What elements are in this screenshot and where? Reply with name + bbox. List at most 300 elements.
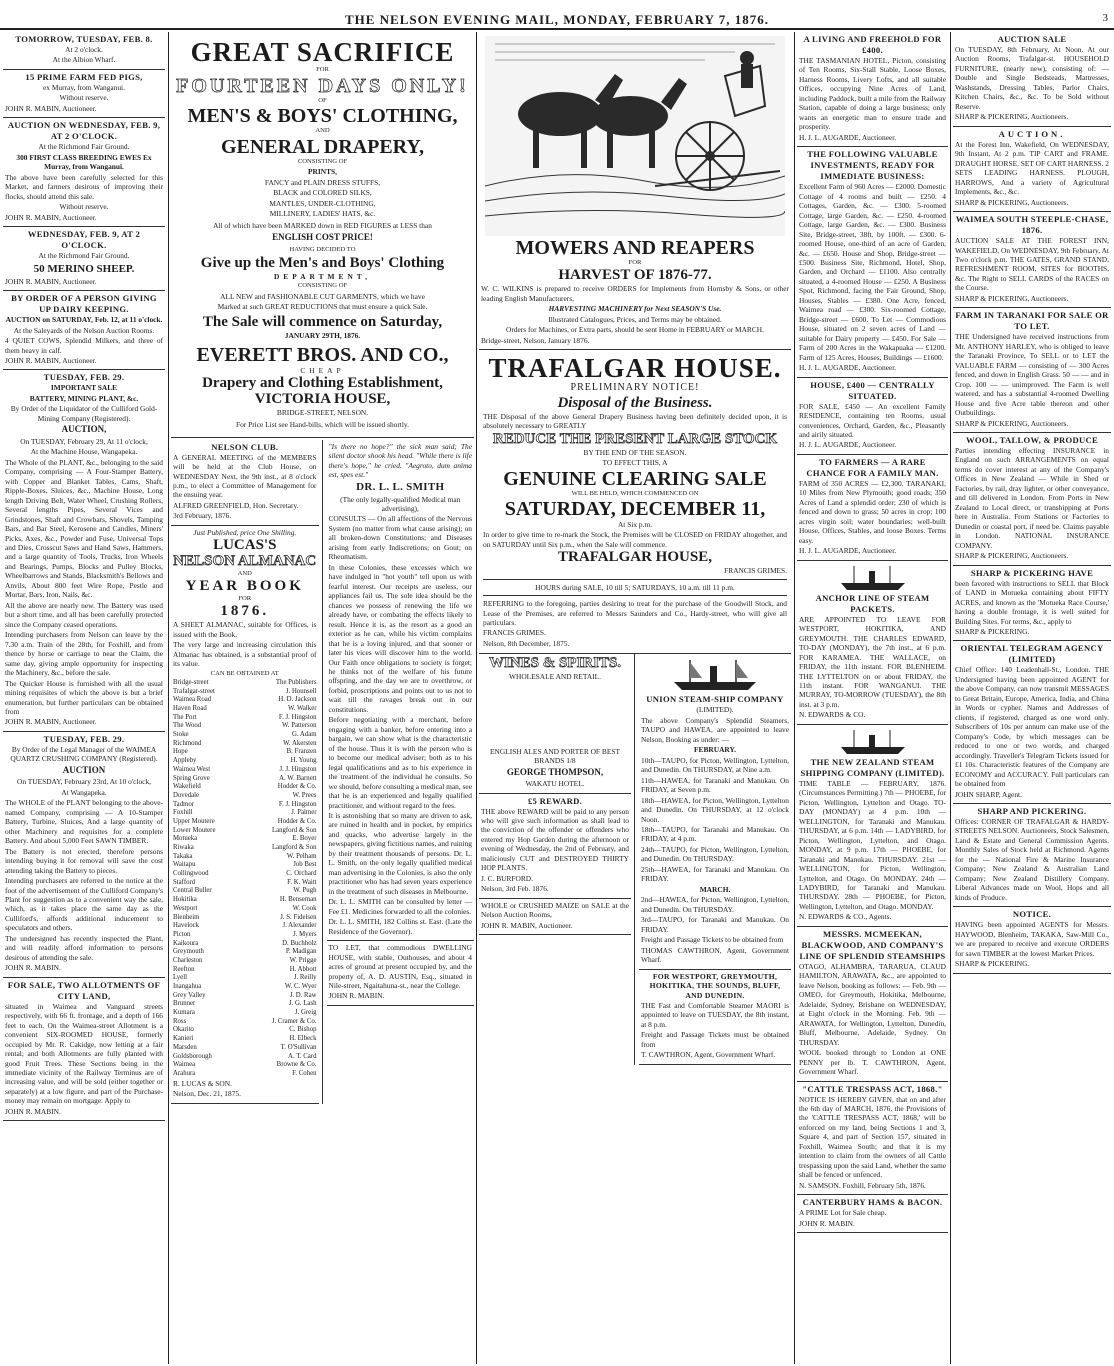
agent-name: W. C. Wyer (284, 983, 317, 991)
ad-line: THE Undersigned have received instructions from Mr. ANTHONY HARLEY, who is obliged to leave the Taranaki Province, To SELL or to LET the VALUABLE FARM — consisting of — 300 Acres fenced, and down in English Grass. 50 — — and in Crop. 100 — — unimproved. The Farm is well watered, and has a substantial 4-roomed Dwelling House and five Acre table thereon and other Outbuildings. (955, 332, 1109, 418)
agent-place: Reefton (173, 965, 195, 973)
sailing-entry: 25th—HAWEA, for Taranaki and Manukau. On FRIDAY. (641, 864, 789, 884)
ad-signature: Dr. L. L. SMITH, 182 Collins st. East. (Late the Residence of the Governor). (328, 917, 472, 936)
ad-signature: JOHN R. MABIN. (328, 991, 385, 1001)
ad-line: Marked at such GREAT REDUCTIONS that must ensure a quick Sale. (217, 301, 428, 311)
ad-signature: JOHN R. MABIN, Auctioneer. (5, 717, 97, 727)
agent-name: J. Greig (294, 1009, 317, 1017)
nelson-club-ad (171, 440, 319, 526)
agent-name: E. Boyer (292, 835, 317, 843)
ad-signature: JOHN R. MABIN, Auctioneer. (5, 212, 97, 222)
ad-heading: WEDNESDAY, FEB. 9, AT 2 O'CLOCK. (27, 229, 141, 251)
ad-line: WHOLESALE AND RETAIL. (509, 672, 601, 682)
column-3-lower-left (479, 654, 635, 1064)
ad-line: NOTICE IS HEREBY GIVEN, that on and after the 6th day of MARCH, 1876, the Provisions of the 'CATTLE TRESPASS ACT, 1868,' will be enforced on my land, being Sections 1 and 3, Square 4, and part of Section 157, situated in Foxhill, Waimea South; and that it is my intention to claim from the owners of all Cattle trespassing upon the said Land, whether the same shall be fenced or unfenced. (799, 1094, 946, 1180)
agent-row (173, 1018, 317, 1027)
union-steamship-ad (639, 654, 791, 969)
agent-place: Riwaka (173, 844, 194, 852)
ad-line: Illustrated Catalogues, Prices, and Terms may be obtained. (548, 314, 722, 324)
ad-line: The above have been carefully selected for this Market, and farmers desirous of improving their flocks, should attend this sale. (5, 172, 163, 201)
ad-line: FANCY and PLAIN DRESS STUFFS, (264, 177, 381, 187)
ad-line: TO LET, that commodious DWELLING HOUSE, with stable, Outhouses, and about 4 acres of ground at present occupied by, and the property of, A. D. AUSTIN, Esq., situated in Nile-street, Ngaitahuna-st., near the College. (328, 943, 472, 990)
column-1 (3, 32, 165, 1364)
ad-line: On TUESDAY, 8th February, At Noon. At our Auction Rooms, Trafalgar-st. HOUSEHOLD FURNITURE, (nearly new), consisting of: — Double and Single Bedsteads, Mattresses, Washstands, Dressing Tables, Parlor Chairs, Kitchen Chairs, &c., &c. To be Sold without Reserve. (955, 45, 1109, 111)
ad-line: Nelson, Dec. 21, 1875. (173, 1089, 241, 1099)
ad-heading: BY ORDER OF A PERSON GIVING UP DAIRY KEEPING. (11, 293, 157, 315)
classified-ad (953, 212, 1111, 308)
ad-heading: AUCTION SALE (997, 34, 1067, 44)
almanac-ad (171, 526, 319, 1104)
ad-signature: ALFRED GREENFIELD, Hon. Secretary. (173, 500, 299, 510)
ad-line: It is astonishing that so many are driven to ask, are ruined in health and in pocket, by empirics and quacks, who advertise largely in the newspapers, giving fictitious names, and ruining by their treatment thousands of persons. Dr. L. L. Smith, on the only legally qualified medical man advertising in the Colonies, is also the only practitioner who has had seven years experience in the treatment of such diseases in Melbourne. (328, 811, 472, 896)
ad-line: CAN BE OBTAINED AT (210, 669, 279, 677)
agent-row (173, 783, 317, 792)
divider (483, 579, 787, 580)
ad-line: AUCTION, (61, 424, 107, 435)
agent-name: A. W. Barnett (279, 774, 317, 782)
ad-heading: TUESDAY, FEB. 29. (43, 372, 125, 383)
agent-name: J. D. Raw (289, 991, 317, 999)
agent-row (173, 896, 317, 905)
ad-line: ALL NEW and FASHIONABLE CUT GARMENTS, which we have (220, 291, 425, 301)
maori-steamer-ad (639, 970, 791, 1065)
ad-signature: R. LUCAS & SON. (173, 1078, 232, 1088)
column-rule (168, 32, 169, 1364)
agent-row (173, 844, 317, 853)
everett-bros-ad (171, 32, 474, 438)
ad-signature: JOHN R. MABIN, Auctioneer. (5, 276, 97, 286)
agent-place: Hokitika (173, 896, 197, 904)
agent-place: Motueka (173, 835, 198, 843)
ad-line: PRINTS, (308, 167, 337, 177)
agent-place: Grey Valley (173, 991, 206, 999)
ad-line: OTAGO, ALHAMBRA, TARARUA, CLAUD HAMILTON, ARAWATA, &c., are appointed to leave Nelson, booking as follows: — Feb. 9th — OMEO, for Greymouth, Hokitika, Melbourne, Adelaide, Sydney, Brisbane on WEDNESDAY, at Eight o'clock in the Morning. Feb. 9th — ARAWATA, for Wellington, Lyttelton, Dunedin, Bluff, Melbourne, Adelaide, Sydney. On THURSDAY. (799, 961, 946, 1047)
headline: VICTORIA HOUSE, (254, 390, 391, 407)
ad-heading: FOR WESTPORT, GREYMOUTH, HOKITIKA, THE SOUNDS, BLUFF, AND DUNEDIN. (649, 971, 781, 1001)
ad-line: AUCTION on SATURDAY, Feb. 12, at 11 o'clock. (5, 315, 163, 325)
agent-name: J. Alexander (282, 922, 317, 930)
ad-signature: H. J. L. AUGARDE, Auctioneer. (799, 546, 897, 556)
agent-row (173, 835, 317, 844)
ad-line: CHEAP (300, 365, 345, 375)
sailing-entry: 18th—HAWEA, for Picton, Wellington, Lyttelton and Dunedin. On THURSDAY, at 12 o'clock Noon. (641, 795, 789, 824)
headline: MEN'S & BOYS' CLOTHING, (187, 105, 458, 128)
agent-row (173, 801, 317, 810)
doctor-ad (327, 440, 475, 942)
ad-signature: H. J. L. AUGARDE, Auctioneer. (799, 440, 897, 450)
ad-signature: JOHN R. MABIN. (5, 1106, 61, 1116)
ad-line: 300 FIRST CLASS BREEDING EWES Ex Murray, from Wanganui. (16, 152, 152, 172)
ad-line: Orders for Machines, or Extra parts, should be sent Home in FEBRUARY or MARCH. (506, 325, 764, 335)
ad-signature: H. J. L. AUGARDE, Auctioneer. (799, 363, 897, 373)
column-3-lower-right (639, 654, 791, 1064)
ad-heading: TUESDAY, FEB. 29. (43, 733, 125, 744)
ad-line: situated in Waimea and Vanguard streets respectively, with 66 ft. frontage, and a depth of 166 feet to each. On the Waimea-street Allotment is a convenient SIX-ROOMED HOUSE, formerly occupied by Mr. R. Cakidge, now letting at a fair rental; and both Allotments are fully planted with good Fruit Trees. These Sections being in the immediate vicinity of the Railway Terminus are of increasing value, and will be sold (either together or separately) at a low figure, and part of the Purchase-money may remain on mortgage. Apply to (5, 1001, 163, 1106)
ad-line: For Price List see Hand-bills, which will be issued shortly. (236, 420, 409, 430)
ad-line: BRIDGE-STREET, NELSON. (276, 407, 369, 417)
agent-row (173, 809, 317, 818)
ad-line: WAKATU HOTEL. (525, 779, 585, 789)
ad-heading: WOOL, TALLOW, & PRODUCE (965, 435, 1099, 445)
ad-line: BATTERY, MINING PLANT, &c. (29, 393, 139, 403)
ad-line: GEORGE THOMPSON, (506, 766, 604, 777)
ad-line: ENGLISH ALES AND PORTER OF BEST BRANDS 1/8 (490, 746, 620, 766)
ad-line: DEPARTMENT, (273, 271, 372, 281)
agent-row (173, 1026, 317, 1035)
agent-name: Langford & Son (271, 826, 317, 834)
classified-ad (797, 32, 948, 147)
classified-ad (953, 804, 1111, 907)
steamship-icon (838, 729, 908, 755)
ad-signature: JOHN R. MABIN, Auctioneer. (5, 355, 97, 365)
headline: EVERETT BROS. AND CO., (196, 343, 449, 366)
agent-row (173, 870, 317, 879)
ad-signature: N. EDWARDS & CO. (799, 710, 866, 720)
agent-row (173, 974, 317, 983)
ad-signature: WOOL booked through to London at ONE PENNY per lb. T. CAWTHRON, Agent, Government Wharf. (799, 1048, 946, 1077)
ad-signature: SHARP & PICKERING. (955, 626, 1030, 636)
wines-ad (479, 654, 631, 793)
agent-place: Central Buller (173, 887, 212, 895)
ad-line: AUCTION SALE AT THE FOREST INN, WAKEFIELD, On WEDNESDAY, 9th February, At Two o'clock p.m. THE GATES, GRAND STAND, REFRESHMENT ROOM, SITES for BOOTHS, &c. The Right to SELL CARDS of the RACES on the Course. (955, 236, 1109, 293)
agent-row (173, 714, 317, 723)
mowers-ad (479, 32, 791, 350)
agent-place: Marsden (173, 1043, 197, 1051)
ad-heading: THE NEW ZEALAND STEAM SHIPPING COMPANY (LIMITED). (800, 756, 945, 778)
agent-place: Dovedale (173, 791, 200, 799)
classified-ad (3, 732, 165, 978)
headline: TRAFALGAR HOUSE. (488, 353, 782, 383)
ad-line: MARCH. (699, 884, 731, 894)
agent-row (173, 748, 317, 757)
agent-row (173, 1070, 317, 1079)
ad-heading: TOMORROW, TUESDAY, FEB. 8. (15, 34, 153, 44)
ad-line: ex Murray, from Wanganui. (43, 82, 125, 92)
agent-name: W. Prees (292, 791, 317, 799)
agent-row (173, 775, 317, 784)
ad-heading: HOUSE, £400 — CENTRALLY SITUATED. (810, 379, 935, 401)
ad-line: MILLINERY, LADIES' HATS, &c. (269, 208, 376, 218)
agent-name: J. Hounsell (285, 687, 317, 695)
headline: SATURDAY, DECEMBER 11, (504, 497, 766, 520)
ad-line: "Is there no hope?" the sick man said; The silent doctor shook his head. "While there is life there's hope," he cried. "Aegroto, dum anima est, spes est." (328, 441, 472, 479)
sailing-entry: 2nd—HAWEA, for Picton, Wellington, Lyttelton, and Dunedin. On THURSDAY. (641, 895, 789, 914)
agent-place: Bridge-street (173, 678, 209, 686)
ad-line: FOR (238, 595, 252, 603)
agent-row (173, 931, 317, 940)
ad-heading: MESSRS. MCMEEKAN, BLACKWOOD, AND COMPANY'S LINE OF SPLENDID STEAMSHIPS (799, 928, 946, 961)
agent-place: Westport (173, 904, 198, 912)
agent-place: Havelock (173, 922, 200, 930)
ad-line: IMPORTANT SALE (50, 383, 118, 393)
ad-line: Just Published, price One Shilling. (193, 527, 297, 537)
ad-heading: FOR SALE, TWO ALLOTMENTS OF CITY LAND, (7, 979, 161, 1001)
ad-line: At 2 o'clock. (65, 45, 103, 54)
ad-line: Excellent Farm of 960 Acres — £2000. Domestic Cottage of 4 rooms and built — £250. 4 Cottages, Garden, &c. — £300. 5-roomed Cottage, large Garden, &c. — £250. 4-roomed Cottage, large Garden, &c. — £300. Business Site, Bridge-street, 38ft. by 100ft. — £300. 6-roomed House, one-third of an acre of Garden, &c. — £650. House and Shop, Bridge-street — £500. Business Site, Richmond, Hotel, Shop, Garden, and Orchard — £1100. Also centrally situated, a 4-roomed House — £250. A Business Spot, Richmond, facing the Fair Ground, Shop, Houses, Stables — £380. One Acre, fenced, Waimea road — £300. Six-roomed Cottage, Bridge-street — £600. To Let — Commodious House, situated on 2 seven acres of Land — suitable for Dairy property — £450. For Sale — Farm of 200 Acres in the Wakapuaka — £1200. Farm of 125 Acres, Houses, Buildings — £1600. (799, 182, 946, 362)
agent-row (173, 922, 317, 931)
ad-line: In these Colonies, these excesses which we have indulged in "hot youth" tell upon us with fearful interest. Our receipts are useless, our appliances fail us. The sole idea should be the chances we possess of renewing the life we already have, or combating the effects likely to result. Hence it is, as the resort as a good an exterior as he can, while his victim complains that he is a loving injured, and that sooner or later his vices will discover him to the world. Our Faith once obligations to society is forget; he thinks not of the welfare of his future offspring, and the day we are to overthrow, or forbid, proscriptions and points out to us not to wait till the ravages break out in our constitutions. (328, 562, 472, 714)
ad-line: AUCTION (62, 764, 106, 775)
headline: YEAR BOOK (185, 578, 304, 595)
column-2-lower-right (327, 440, 475, 1104)
ad-line: (LIMITED). (696, 705, 734, 715)
agent-place: Waimea Road (173, 696, 212, 704)
ad-line: Before negotiating with a merchant, before engaging with a banker, before entering into a bargain, we can show what is the characteristic of the house. Thus it is with the person who is to become our medical adviser; both as to his legal qualifications and as to his experience in the treatment of the individual he consults. So we should, before consulting a medical man, see that he is an experienced and legally qualified practitioner, and without regard to the fees. (328, 715, 472, 810)
headline: Give up the Men's and Boys' Clothing (200, 254, 445, 271)
agent-name: C. Bishop (289, 1026, 317, 1034)
agent-name: Hodder & Co. (277, 783, 317, 791)
ad-line: The Quicker House is furnished with all the usual mining requisites of which the above is but a brief enumeration, but further particulars can be obtained from (5, 678, 163, 716)
agent-name: F. Cohen (292, 1069, 317, 1077)
ad-heading: CANTERBURY HAMS & BACON. (802, 1197, 943, 1208)
ad-line: BY THE END OF THE SEASON. (583, 447, 687, 457)
nz-steam-shipping-ad (797, 725, 948, 927)
agent-row (173, 818, 317, 827)
ad-heading: "CATTLE TRESPASS ACT, 1868." (802, 1083, 943, 1094)
agent-name: W. Akersten (283, 739, 317, 747)
ad-line: FRANCIS GRIMES. (724, 566, 787, 576)
ad-line: At the Richmond Fair Ground. (38, 251, 130, 261)
ad-heading: SHARP & PICKERING HAVE (970, 567, 1094, 578)
headline: The Sale will commence on Saturday, (202, 314, 443, 331)
ad-heading: 15 PRIME FARM FED PIGS, (25, 71, 143, 82)
agent-name: J. Palmer (291, 809, 317, 817)
agent-place: Hope (173, 748, 188, 756)
agent-name: H. Abbott (289, 965, 317, 973)
classified-ad (953, 308, 1111, 433)
ad-line: AND (237, 569, 252, 577)
headline: Disposal of the Business. (557, 395, 713, 412)
ad-line: WILL BE HELD, WHICH COMMENCED ON (571, 489, 699, 497)
spacer (481, 683, 629, 747)
ad-line: 4 QUIET COWS, Splendid Milkers, and three of them heavy in calf. (5, 336, 163, 355)
agent-place: Kaikoura (173, 939, 199, 947)
agent-row (173, 983, 317, 992)
sailing-list (641, 756, 789, 884)
agent-place: Picton (173, 930, 191, 938)
agent-place: Greymouth (173, 948, 204, 956)
agent-place: Tadmor (173, 800, 195, 808)
headline: Drapery and Clothing Establishment, (202, 375, 443, 392)
agent-row (173, 948, 317, 957)
agent-name: W. Pelham (286, 852, 317, 860)
agent-place: Upper Moutere (173, 817, 215, 825)
ad-line: HAVING been appointed AGENTS for Messrs. HAYWOOD, Blenheim, TAKAKA, Saw-Mill Co., we are prepared to receive and execute ORDERS for sawn TIMBER at the lowest Market Prices. (955, 920, 1109, 958)
ad-signature: JOHN R. MABIN, Auctioneer. (481, 920, 573, 930)
agent-name: W. Patterson (282, 722, 317, 730)
maize-ad (479, 899, 631, 935)
ad-line: (The only legally-qualified Medical man advertising), (340, 494, 461, 513)
ad-line: TO EFFECT THIS, A (602, 458, 668, 468)
headline: 1876. (220, 603, 270, 620)
classified-ad (3, 32, 165, 70)
agent-row (173, 757, 317, 766)
ad-signature: SHARP & PICKERING, Auctioneers. (955, 197, 1069, 207)
agent-name: W. Walker (287, 705, 317, 713)
ad-heading: SHARP AND PICKERING. (977, 806, 1087, 816)
ad-line: The above Company's Splendid Steamers, TAUPO and HAWEA, are appointed to leave Nelson, Booking as under: — (641, 715, 789, 744)
agent-row (173, 853, 317, 862)
steamship-icon (670, 658, 760, 692)
ad-line: BLACK and COLORED SILKS, (273, 188, 372, 198)
column-rule (950, 32, 951, 1364)
ad-line: JANUARY 29TH, 1876. (284, 331, 361, 341)
column-rule (794, 32, 795, 1364)
column-3 (479, 32, 791, 1364)
ad-line: THE Fast and Comfortable Steamer MAORI is appointed to leave on TUESDAY, the 8th instant, at 8 p.m. (641, 1000, 789, 1029)
agent-place: Kumara (173, 1009, 195, 1017)
agent-row (173, 879, 317, 888)
sailing-list (641, 895, 789, 934)
agent-row (173, 914, 317, 923)
ad-line: A PRIME Lot for Sale cheap. (799, 1208, 887, 1218)
agent-name: B. Franzen (286, 748, 317, 756)
column-3-lower (479, 654, 791, 1064)
ad-heading: £5 REWARD. (527, 795, 583, 806)
agent-row (173, 696, 317, 705)
headline: FOURTEEN DAYS ONLY! (176, 74, 469, 97)
ad-line: The WHOLE of the PLANT belonging to the above-named Company, comprising — A 10-Stamper Battery, Turbine, Sluices, And a large quantity of other Machinery and requisites for a complete Battery. And about 5,000 Feet SAWN TIMBER. (5, 798, 163, 846)
ad-line: Without reserve. (59, 202, 109, 212)
ad-heading: NELSON CLUB. (211, 441, 279, 452)
ad-line: A GENERAL MEETING of the MEMBERS will be held at the Club House, on WEDNESDAY Next, the 9th inst., at 8 o'clock p.m., to elect a Committee of Management for the ensuing year. (173, 452, 317, 500)
ad-line: At the Albion Wharf. (52, 55, 116, 65)
headline: REDUCE THE PRESENT LARGE STOCK (492, 430, 778, 447)
agent-place: The Wood (173, 722, 202, 730)
ad-signature: SHARP & PICKERING, Auctioneers. (955, 112, 1069, 122)
agent-name: F. J. Hingston (278, 713, 317, 721)
agent-place: Foxhill (173, 809, 193, 817)
agent-row (173, 766, 317, 775)
classified-ad (797, 147, 948, 377)
ad-line: At the Saleyards of the Nelson Auction Rooms. (13, 325, 155, 335)
ad-signature: H. J. L. AUGARDE, Auctioneer. (799, 132, 897, 142)
classified-ad (3, 291, 165, 370)
ad-line: THE Disposal of the above General Drapery Business having been definitely decided upon, it is absolutely necessary to GREATLY (483, 411, 787, 431)
agent-place: Lyell (173, 974, 187, 982)
ad-line: CONSULTS — On all affections of the Nervous System (no matter from what cause arising); on all broken-down Constitutions; and Diseases arising from early Indiscretions; on Gout; on Rheumatism. (328, 514, 472, 562)
agent-place: Haven Road (173, 705, 207, 713)
ad-signature: FRANCIS GRIMES. (483, 628, 546, 638)
agent-name: P. Madigan (285, 948, 317, 956)
headline: GENERAL DRAPERY, (220, 135, 425, 158)
agent-name: Job Best (293, 861, 317, 869)
agent-place: Waitapu (173, 861, 196, 869)
ad-line: been favored with instructions to SELL that Block of LAND in Motueka containing about FIFTY ACRES, and known as the 'Motueka Race Course,' having a double frontage, it is well suited for Building Sites. For terms, &c., apply to (955, 578, 1109, 626)
ad-signature: SHARP & PICKERING. (955, 959, 1030, 969)
sailing-entry: 24th—TAUPO, for Picton, Wellington, Lyttelton, and Dunedin. On THURSDAY. (641, 844, 789, 864)
ad-line: FARM of 350 ACRES — £2,300. TARANAKI, 10 Miles from New Plymouth; good roads; 350 Acres of Land a splendid order; 230 of which is fenced and down to grass; 50 acres in crop; 100 acres virgin soil; water boundaries; well-built House, Offices, Stables, and loose Boxes. Terms easy. (799, 478, 946, 545)
ad-signature: JOHN SHARP, Agent. (955, 789, 1022, 799)
agent-row (173, 992, 317, 1001)
ad-signature: J. C. BURFORD. (481, 873, 533, 883)
agent-name: G. Adam (291, 731, 317, 739)
column-rule (476, 32, 477, 1364)
ad-line: 3rd February, 1876. (173, 511, 232, 521)
ad-signature: SHARP & PICKERING, Auctioneers. (955, 293, 1069, 303)
ad-line: THE above REWARD will be paid to any person who will give such information as shall lead to the conviction of the offender or offenders who entered my Hop Garden during the afternoon or evening of Wednesday, the 2nd of February, and maliciously CUT and DESTROYED THIRTY HOP PLANTS. (481, 806, 629, 873)
ad-line: HAVING DECIDED TO (289, 246, 356, 254)
agent-place: Trafalgar-street (173, 687, 215, 695)
ad-line: The Battery is not erected, therefore persons intending buying it for removal will save the cost attending taking the Battery to pieces. (5, 846, 163, 875)
agent-row (173, 1044, 317, 1053)
to-let-ad (327, 941, 475, 1006)
agent-name: Langford & Son (271, 844, 317, 852)
agent-place: Goldsborough (173, 1052, 212, 1060)
ad-line: FEBRUARY. (694, 745, 736, 755)
classified-ad (953, 641, 1111, 804)
agent-name: F. K. Waitt (287, 878, 317, 886)
ad-line: Intending purchasers are referred to the notice at the foot of the advertisement of the Culliford Company's Plant for suggestion as to a convenient way the sale, which, as it takes place the same day as the Culliford's, affords additional inducement to speculators and others. (5, 876, 163, 933)
ad-line: PRELIMINARY NOTICE! (570, 382, 700, 394)
agent-place: Richmond (173, 739, 202, 747)
classified-ad (3, 118, 165, 227)
ad-line: The undersigned has recently inspected the Plant, and will readily afford information to persons desirous of attending the sale. (5, 933, 163, 962)
reaper-engraving-image (485, 36, 785, 236)
ad-line: Bridge-street, Nelson, January 1876. (481, 335, 590, 345)
ad-signature: N. SAMSON. Foxhill, February 5th, 1876. (799, 1180, 926, 1190)
agent-row (173, 740, 317, 749)
ad-signature: THOMAS CAWTHRON, Agent, Government Wharf. (641, 945, 789, 965)
masthead (0, 0, 1114, 30)
ad-signature: SHARP & PICKERING, Auctioneers. (955, 418, 1069, 428)
ad-line: A SHEET ALMANAC, suitable for Offices, is issued with the Book. (173, 620, 317, 639)
sailing-entry: 10th—TAUPO, for Picton, Wellington, Lyttelton, and Dunedin. On THURSDAY, at Nine a.m. (641, 755, 789, 775)
agent-row (173, 966, 317, 975)
headline: NELSON ALMANAC (173, 553, 317, 570)
agent-name: W. Pugh (293, 887, 317, 895)
column-4 (797, 32, 948, 1364)
classified-ad (797, 378, 948, 455)
ad-line: 50 MERINO SHEEP. (33, 262, 135, 275)
ad-heading: NOTICE. (1012, 909, 1052, 920)
ad-line: At the Machine House, Wangapeka. (30, 447, 138, 457)
ad-heading: DR. L. L. SMITH (356, 481, 445, 494)
agent-place: Arahura (173, 1069, 196, 1077)
ad-line: On TUESDAY, February 29, At 11 o'clock, (20, 436, 148, 446)
classified-ad (953, 907, 1111, 973)
hams-bacon-ad (797, 1195, 948, 1233)
ad-line: The very large and increasing circulation this Almanac has obtained, is a substantial proof of its value. (173, 640, 317, 669)
ad-line: ENGLISH COST PRICE! (272, 231, 373, 242)
ad-signature: T. CAWTHRON, Agent, Government Wharf. (641, 1050, 776, 1060)
agent-row (173, 940, 317, 949)
agent-name: The Publishers (275, 678, 317, 686)
classified-ad (3, 370, 165, 731)
classified-ad (3, 978, 165, 1122)
ad-line: Nelson, 3rd Feb. 1876. (481, 884, 549, 894)
classified-ad (953, 32, 1111, 127)
ad-line: By Order of the Liquidator of the Culliford Gold-Mining Company (Registered). (10, 404, 158, 423)
agent-row (173, 827, 317, 836)
agent-row (173, 861, 317, 870)
agent-place: Waimea (173, 1061, 196, 1069)
agent-place: Spring Grove (173, 774, 210, 782)
agent-name: T. O'Sullivan (280, 1043, 317, 1051)
ad-line: At the Forest Inn, Wakefield, On WEDNESDAY, 9th Instant, At 2 p.m. TIP CART and FRAME. DRAUGHT HORSE. SET OF CART HARNESS. 2 SETS LEADING HARNESS. PLOUGH, HARROWS, And a variety of Agricultural Implements, &c., &c. (955, 139, 1109, 197)
agent-place: Wakefield (173, 783, 201, 791)
agent-row (173, 1000, 317, 1009)
agent-name: H. D. Jackson (278, 696, 317, 704)
ad-line: ARE APPOINTED TO LEAVE FOR WESTPORT, HOKITIKA, AND GREYMOUTH. THE CHARLES EDWARD, TO-DAY (MONDAY), the 7th inst., at 6 p.m. FOR KARAMEA. THE WALLACE, on FRIDAY, the 11th instant. FOR BLENHEIM. THE LYTTELTON on or about FRIDAY, the 11th instant. FOR WANGANUI. THE MURRAY, TO-MORROW (TUESDAY), the 8th inst. at 3 p.m. (799, 614, 946, 709)
agent-name: H. Elbeck (289, 1035, 317, 1043)
agent-name: J. J. Hingston (279, 765, 317, 773)
agent-name: Hodder & Co. (277, 817, 317, 825)
masthead-title: THE NELSON EVENING MAIL, MONDAY, FEBRUARY 7, 1876. (344, 12, 770, 27)
ad-line: By Order of the Legal Manager of the WAIMEA QUARTZ CRUSHING COMPANY (Registered). (10, 744, 158, 764)
agent-place: The Port (173, 713, 197, 721)
ad-line: WHOLE or CRUSHED MAIZE on SALE at the Nelson Auction Rooms, (481, 900, 629, 920)
